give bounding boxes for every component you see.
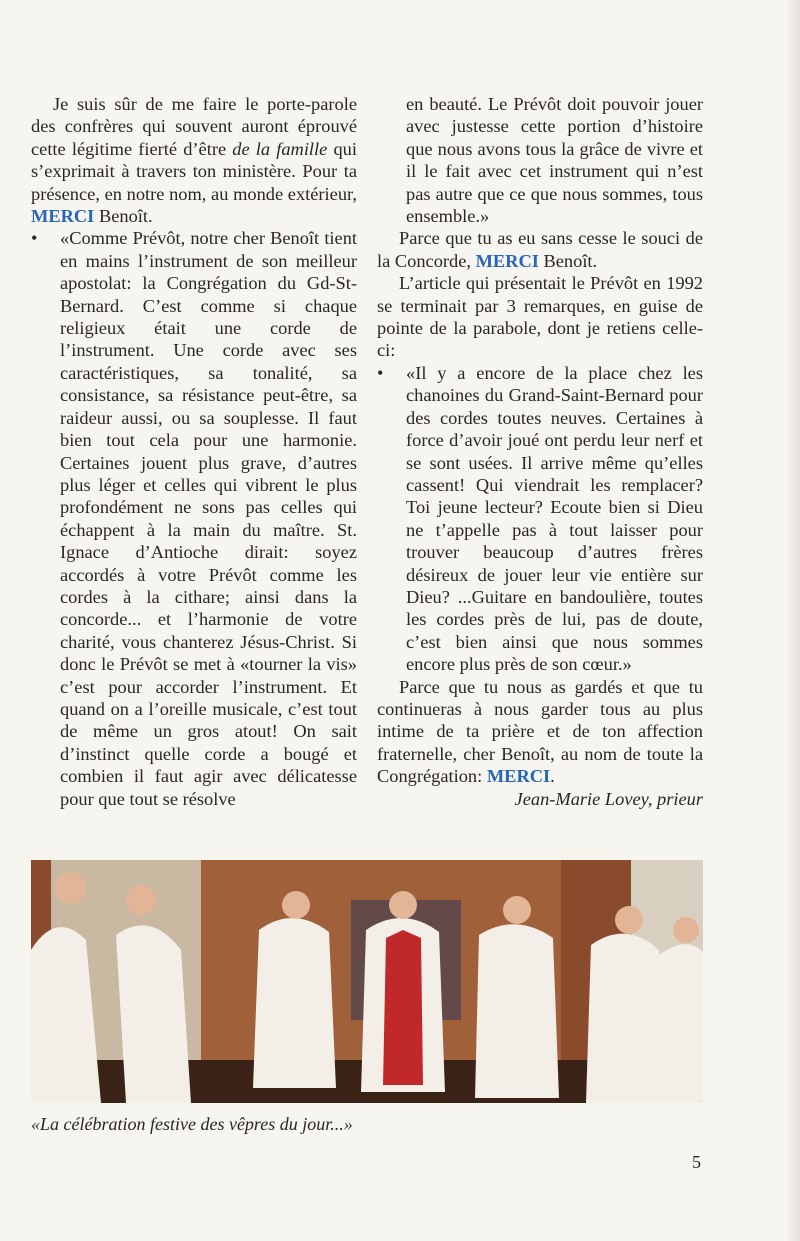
paragraph-text: Parce que tu as eu sans cesse le souci de la Concorde, [377,228,703,271]
vespers-photo-illustration [31,860,703,1103]
page-edge-shadow [786,0,800,1241]
paragraph-text: Benoît. [94,206,153,227]
paragraph-text: Je suis sûr de me faire le porte-parole des confrères qui souvent auront éprouvé cette légitime fierté d’être [31,94,357,159]
quote-text: «Il y a encore de la place chez les chanoines du Grand-Saint-Bernard pour des cordes toutes neuves. Certaines à force d’avoir joué ont perdu leur nerf et se sont usées. Il arrive même qu’elles cassent! Qui viendrait les remplacer? Toi jeune lecteur? Ecoute bien si Dieu ne t’appelle pas à tout laisser pour trouver beaucoup d’autres frères désireux de jouer leur vie entière sur Dieu? ...Guitare en bandoulière, toutes les cordes près de lui, pas de doute, c’est bien ainsi que nous sommes encore plus près de son cœur.» [406,362,703,675]
paragraph-text: Benoît. [538,250,598,271]
merci-highlight: MERCI [486,766,551,787]
italic-text: de la famille [232,138,328,159]
bullet-quote-cordes [377,362,703,676]
paragraph-article-1992 [377,272,703,362]
quote-text: en beauté. Le Prévôt doit pouvoir jouer avec justesse cette portion d’histoire que nous avons tous la grâce de vivre et il le fait avec cet instrument qui n’est pas autre que ce que nous sommes, tous ensemble.» [406,94,703,227]
bullet-quote-prevot [31,227,357,810]
author-signature: Jean-Marie Lovey, prieur [514,788,703,809]
paragraph-closing [377,676,703,788]
quote-text: «Comme Prévôt, notre cher Benoît tient en mains l’instrument de son meilleur apostolat: la Congrégation du Gd-St-Bernard. C’est comme si chaque religieux était une corde de l’instrument. Une corde avec ses caractéristiques, sa tonalité, sa consistance, sa résistance peut-être, sa raideur aussi, ou sa souplesse. Il faut bien tout cela pour une harmonie. Certaines jouent plus grave, d’autres plus léger et celles qui vibrent le plus profondément ne sons pas celles qui échappent à la main du maître. St. Ignace d’Antioche dirait: soyez accordés à votre Prévôt comme les cordes à la cithare; ainsi dans la concorde... et l’harmonie de votre charité, vous chanterez Jésus-Christ. Si donc le Prévôt se met à «tourner la vis» c’est pour accorder l’instrument. Et quand on a l’oreille musicale, c’est tout de même un gros atout! On sait d’instinct quelle corde a bougé et combien il faut agir avec délicatesse pour que tout se résolve [60,228,357,809]
page-number: 5 [692,1152,701,1172]
right-column [377,93,703,810]
merci-highlight: MERCI [31,206,95,227]
photo-caption: «La célébration festive des vêpres du jour...» [31,1114,353,1134]
paragraph-text: Parce que tu nous as gardés et que tu continueras à nous garder tous au plus intime de ta prière et de ton affection fraternelle, cher Benoît, au nom de toute la Congrégation: [377,676,703,787]
paragraph-text: L’article qui présentait le Prévôt en 1992 se terminait par 3 remarques, en guise de pointe de la parabole, dont je retiens celle-ci: [377,273,703,361]
paragraph-text: qui s’exprimait à travers ton ministère. Pour ta présence, en notre nom, au monde extérieur, [31,138,357,204]
left-column [31,93,357,810]
quote-continuation [377,93,703,227]
bullet-icon: • [31,228,38,249]
paragraph-concorde [377,227,703,272]
paragraph-text: . [550,766,555,787]
paragraph-intro [31,93,357,227]
bullet-icon: • [377,362,384,383]
merci-highlight: MERCI [475,250,539,271]
vespers-photo [31,860,703,1103]
